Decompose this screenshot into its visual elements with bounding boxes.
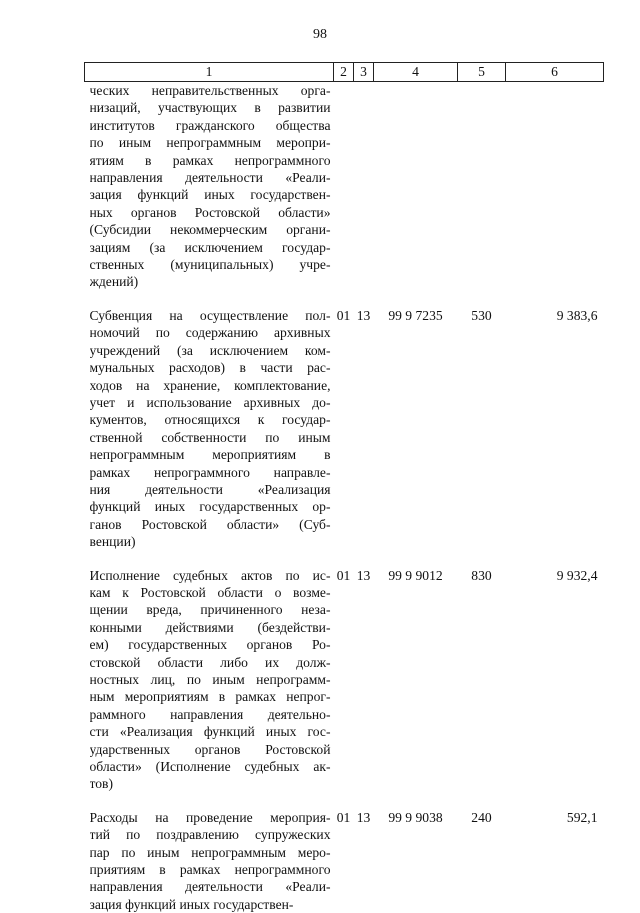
description-line: ждений) (90, 273, 331, 290)
description-line: кументов, относящихся к государ- (90, 411, 331, 428)
row-description (85, 567, 334, 793)
target-article-code: 99 9 9038 (374, 809, 458, 913)
subsection-code: 13 (354, 567, 374, 793)
page-number: 98 (0, 27, 640, 43)
description-line: Расходы на проведение мероприя- (90, 809, 331, 826)
description-line: приятиям в рамках непрограммного (90, 861, 331, 878)
description-line: непрограммным мероприятиям в (90, 446, 331, 463)
description-line: стовской области либо их долж- (90, 654, 331, 671)
description-line: (Субсидии некоммерческим органи- (90, 221, 331, 238)
description-line: зация функций иных государствен- (90, 896, 331, 913)
subsection-code: 13 (354, 307, 374, 551)
description-line: направления деятельности «Реали- (90, 878, 331, 895)
row-spacer-cell (85, 551, 604, 567)
description-line: мунальных расходов) в части рас- (90, 359, 331, 376)
description-line: по иным непрограммным меропри- (90, 134, 331, 151)
description-line: сти «Реализация функций иных гос- (90, 723, 331, 740)
table-row (85, 82, 604, 291)
description-line: ственной собственности по иным (90, 429, 331, 446)
column-number-1: 1 (85, 63, 334, 82)
column-number-6: 6 (506, 63, 604, 82)
column-number-header-row (85, 63, 604, 82)
section-code: 01 (334, 567, 354, 793)
description-line: ганов Ростовской области» (Суб- (90, 516, 331, 533)
target-article-code (374, 82, 458, 291)
expense-type-code: 830 (458, 567, 506, 793)
description-line: номочий по содержанию архивных (90, 324, 331, 341)
description-line: ходов на хранение, комплектование, (90, 377, 331, 394)
description-line: учреждений (за исключением ком- (90, 342, 331, 359)
section-code (334, 82, 354, 291)
amount-value (506, 82, 604, 291)
amount-value: 592,1 (506, 809, 604, 913)
description-line: Субвенция на осуществление пол- (90, 307, 331, 324)
subsection-code (354, 82, 374, 291)
description-line: щении вреда, причиненного неза- (90, 601, 331, 618)
description-line: ния деятельности «Реализация (90, 481, 331, 498)
description-line: тий по поздравлению супружеских (90, 826, 331, 843)
description-line: ем) государственных органов Ро- (90, 636, 331, 653)
table-body (85, 82, 604, 913)
table-row (85, 567, 604, 793)
row-spacer-cell (85, 793, 604, 809)
description-line: ным мероприятиям в рамках непрог- (90, 688, 331, 705)
description-line: ятиям в рамках непрограммного (90, 152, 331, 169)
amount-value: 9 383,6 (506, 307, 604, 551)
description-line: Исполнение судебных актов по ис- (90, 567, 331, 584)
description-line: низаций, участвующих в развитии (90, 99, 331, 116)
table-row (85, 307, 604, 551)
section-code: 01 (334, 307, 354, 551)
amount-value: 9 932,4 (506, 567, 604, 793)
target-article-code: 99 9 9012 (374, 567, 458, 793)
description-line: конными действиями (бездействи- (90, 619, 331, 636)
description-line: ударственных органов Ростовской (90, 741, 331, 758)
description-line: рамках непрограммного направле- (90, 464, 331, 481)
description-line: ческих неправительственных орга- (90, 82, 331, 99)
budget-table (84, 62, 604, 913)
description-line: ственных (муниципальных) учре- (90, 256, 331, 273)
description-line: венции) (90, 533, 331, 550)
description-line: кам к Ростовской области о возме- (90, 584, 331, 601)
table-row (85, 809, 604, 913)
row-description (85, 809, 334, 913)
row-spacer (85, 291, 604, 307)
description-line: ных органов Ростовской области» (90, 204, 331, 221)
expense-type-code: 530 (458, 307, 506, 551)
description-line: пар по иным непрограммным меро- (90, 844, 331, 861)
expense-type-code (458, 82, 506, 291)
column-number-4: 4 (374, 63, 458, 82)
column-number-3: 3 (354, 63, 374, 82)
description-line: институтов гражданского общества (90, 117, 331, 134)
description-line: зациям (за исключением государ- (90, 239, 331, 256)
description-line: зация функций иных государствен- (90, 186, 331, 203)
section-code: 01 (334, 809, 354, 913)
description-line: учет и использование архивных до- (90, 394, 331, 411)
description-line: ностных лиц, по иным непрограмм- (90, 671, 331, 688)
row-spacer (85, 793, 604, 809)
description-line: области» (Исполнение судебных ак- (90, 758, 331, 775)
target-article-code: 99 9 7235 (374, 307, 458, 551)
description-line: функций иных государственных ор- (90, 498, 331, 515)
description-line: направления деятельности «Реали- (90, 169, 331, 186)
expense-type-code: 240 (458, 809, 506, 913)
description-line: тов) (90, 775, 331, 792)
column-number-5: 5 (458, 63, 506, 82)
column-number-2: 2 (334, 63, 354, 82)
row-spacer-cell (85, 291, 604, 307)
description-line: раммного направления деятельно- (90, 706, 331, 723)
row-spacer (85, 551, 604, 567)
subsection-code: 13 (354, 809, 374, 913)
row-description (85, 307, 334, 551)
row-description (85, 82, 334, 291)
